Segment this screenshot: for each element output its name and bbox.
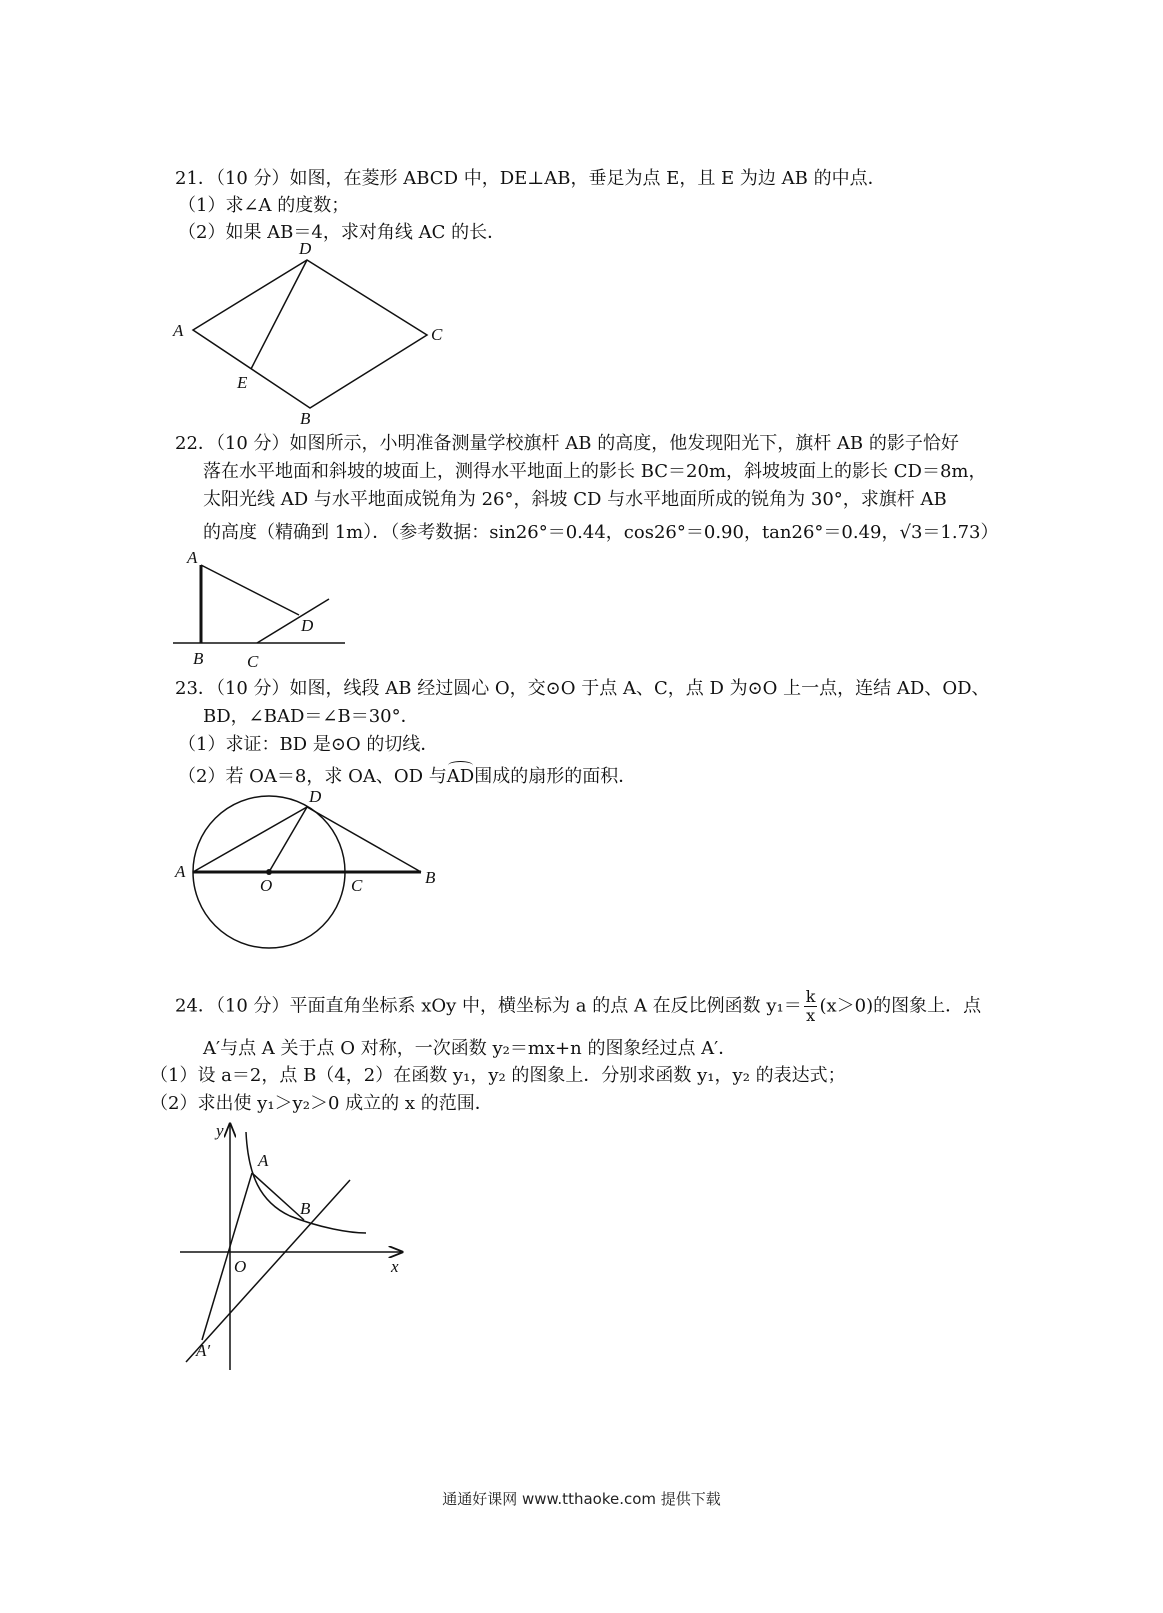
label-a: A bbox=[173, 321, 184, 340]
q23-part2-pre: （2）若 OA＝8，求 OA、OD 与 bbox=[178, 766, 447, 787]
q22-flagpole-figure bbox=[165, 545, 355, 675]
label-c: C bbox=[351, 876, 363, 895]
q24-line1-pre: 24．（10 分）平面直角坐标系 xOy 中，横坐标为 a 的点 A 在反比例函数 y₁＝ bbox=[175, 995, 802, 1017]
q24-part1: （1）设 a＝2，点 B（4，2）在函数 y₁，y₂ 的图象上．分别求函数 y₁，y₂ 的表达式； bbox=[150, 1065, 846, 1086]
q23-circle-figure bbox=[165, 785, 455, 955]
segment-ab bbox=[252, 1173, 304, 1220]
segment-db bbox=[307, 807, 421, 872]
fraction-k-over-x bbox=[804, 988, 818, 1025]
q24-part2: （2）求出使 y₁＞y₂＞0 成立的 x 的范围． bbox=[150, 1093, 493, 1114]
q24-line1-post: (x＞0)的图象上．点 bbox=[819, 995, 982, 1017]
footer-credit: 通通好课网 www.tthaoke.com 提供下载 bbox=[442, 1490, 721, 1508]
label-c: C bbox=[247, 652, 259, 671]
label-b: B bbox=[193, 649, 204, 668]
label-d: D bbox=[299, 240, 312, 258]
label-e: E bbox=[237, 373, 248, 392]
segment-ad bbox=[193, 807, 307, 872]
label-b: B bbox=[300, 409, 311, 428]
q23-part2-post: 围成的扇形的面积． bbox=[474, 766, 637, 787]
center-point-o bbox=[266, 869, 272, 875]
fraction-numerator: k bbox=[805, 987, 816, 1006]
label-d: D bbox=[309, 787, 322, 806]
label-a-prime: A′ bbox=[196, 1341, 211, 1360]
q22-line3: 太阳光线 AD 与水平地面成锐角为 26°，斜坡 CD 与水平地面所成的锐角为 30°，求旗杆 AB bbox=[203, 489, 947, 510]
q23-line1: 23．（10 分）如图，线段 AB 经过圆心 O，交⊙O 于点 A、C，点 D 为⊙O 上一点，连结 AD、OD、 bbox=[175, 678, 990, 699]
label-d: D bbox=[301, 616, 314, 635]
q24-line2: A′与点 A 关于点 O 对称，一次函数 y₂＝mx+n 的图象经过点 A′． bbox=[203, 1038, 737, 1059]
slope-cd bbox=[257, 599, 329, 643]
label-x: x bbox=[391, 1257, 399, 1276]
label-a: A bbox=[175, 862, 186, 881]
label-y: y bbox=[216, 1121, 224, 1140]
rhombus-abcd bbox=[193, 260, 427, 408]
label-b: B bbox=[425, 868, 436, 887]
label-a: A bbox=[187, 548, 198, 567]
q24-line1 bbox=[175, 988, 981, 1025]
label-o: O bbox=[260, 876, 273, 895]
q21-stem: 21．（10 分）如图，在菱形 ABCD 中，DE⊥AB，垂足为点 E，且 E 为边 AB 的中点． bbox=[175, 168, 886, 189]
sunray-ad bbox=[201, 565, 299, 615]
arc-ad: AD bbox=[446, 766, 475, 787]
q23-line2: BD，∠BAD＝∠B＝30°． bbox=[203, 706, 419, 727]
label-o: O bbox=[234, 1257, 247, 1276]
label-b: B bbox=[300, 1199, 311, 1218]
segment-od bbox=[269, 807, 307, 872]
q23-part1: （1）求证：BD 是⊙O 的切线． bbox=[178, 734, 439, 755]
q22-line2: 落在水平地面和斜坡的坡面上，测得水平地面上的影长 BC＝20m，斜坡坡面上的影长 CD＝8m， bbox=[203, 461, 987, 482]
label-c: C bbox=[431, 325, 443, 344]
fraction-denominator: x bbox=[806, 1006, 816, 1025]
q24-coordinate-figure bbox=[170, 1120, 420, 1380]
q22-line1: 22．（10 分）如图所示，小明准备测量学校旗杆 AB 的高度，他发现阳光下，旗杆 AB 的影子恰好 bbox=[175, 433, 959, 454]
line-y2 bbox=[186, 1180, 350, 1362]
q21-part2: （2）如果 AB＝4，求对角线 AC 的长． bbox=[178, 222, 506, 243]
q22-line4: 的高度（精确到 1m）．（参考数据：sin26°＝0.44，cos26°＝0.90，tan26°＝0.49，√3＝1.73） bbox=[203, 522, 999, 543]
label-a: A bbox=[258, 1151, 269, 1170]
q21-rhombus-figure bbox=[165, 240, 465, 430]
q21-part1: （1）求∠A 的度数； bbox=[178, 195, 350, 216]
